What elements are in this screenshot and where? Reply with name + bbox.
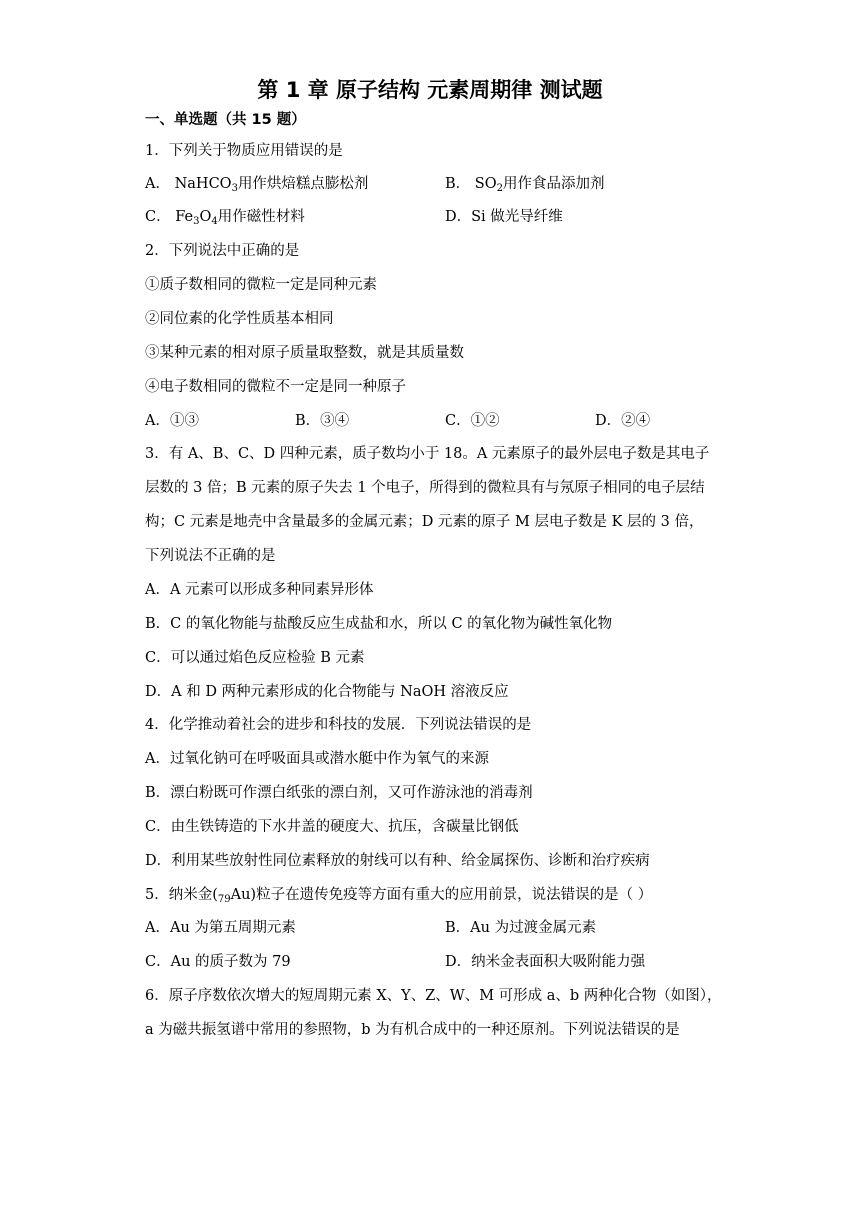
- document-title: 第 1 章 原子结构 元素周期律 测试题: [257, 78, 603, 102]
- section-heading: 一、单选题（共 15 题）: [145, 112, 306, 128]
- q4-option-d: D．利用某些放射性同位素释放的射线可以有种、给金属探伤、诊断和治疗疾病: [145, 853, 650, 869]
- q4-stem: 4．化学推动着社会的进步和科技的发展．下列说法错误的是: [145, 717, 532, 733]
- q4-option-a: A．过氧化钠可在呼吸面具或潜水艇中作为氧气的来源: [145, 751, 489, 767]
- q2-option-c: C．①②: [445, 413, 500, 429]
- q3-option-a: A．A 元素可以形成多种同素异形体: [145, 582, 374, 598]
- q1-option-a: A． NaHCO$_3$用作烘焙糕点膨松剂: [145, 176, 369, 194]
- q3-option-c: C．可以通过焰色反应检验 B 元素: [145, 650, 365, 666]
- q2-statement-1: ①质子数相同的微粒一定是同种元素: [145, 277, 377, 293]
- q3-stem-line-2: 层数的 3 倍；B 元素的原子失去 1 个电子，所得到的微粒具有与氖原子相同的电子层结: [145, 480, 705, 496]
- q4-option-c: C．由生铁铸造的下水井盖的硬度大、抗压，含碳量比钢低: [145, 819, 519, 835]
- q1-option-c: C． $Fe_3O_4$用作磁性材料: [145, 209, 305, 227]
- q3-stem-line-4: 下列说法不正确的是: [145, 548, 276, 564]
- q2-option-b: B．③④: [295, 413, 350, 429]
- q2-stem: 2．下列说法中正确的是: [145, 243, 300, 259]
- q1-stem: 1．下列关于物质应用错误的是: [145, 143, 343, 159]
- q3-option-d: D．A 和 D 两种元素形成的化合物能与 NaOH 溶液反应: [145, 684, 509, 700]
- q5-stem: 5．纳米金$(_{79}Au)$粒子在遗传免疫等方面有重大的应用前景，说法错误的是（ ）: [145, 887, 653, 905]
- q1-option-b: B． $SO_2$用作食品添加剂: [445, 176, 605, 194]
- q4-option-b: B．漂白粉既可作漂白纸张的漂白剂，又可作游泳池的消毒剂: [145, 785, 533, 801]
- q5-option-c: C．Au 的质子数为 79: [145, 954, 291, 970]
- q2-option-d: D．②④: [595, 413, 651, 429]
- q2-statement-4: ④电子数相同的微粒不一定是同一种原子: [145, 379, 406, 395]
- q1-option-d: D．Si 做光导纤维: [445, 209, 563, 225]
- q3-stem-line-1: 3．有 A、B、C、D 四种元素，质子数均小于 18。A 元素原子的最外层电子数是其电子: [145, 446, 710, 462]
- q5-option-a: A．Au 为第五周期元素: [145, 920, 296, 936]
- q5-option-b: B．Au 为过渡金属元素: [445, 920, 597, 936]
- q2-statement-3: ③某种元素的相对原子质量取整数，就是其质量数: [145, 345, 464, 361]
- q5-option-d: D．纳米金表面积大吸附能力强: [445, 954, 646, 970]
- q3-stem-line-3: 构；C 元素是地壳中含量最多的金属元素；D 元素的原子 M 层电子数是 K 层的 3 倍，: [145, 514, 704, 530]
- q2-option-a: A．①③: [145, 413, 199, 429]
- q6-stem-line-2: a 为磁共振氢谱中常用的参照物，b 为有机合成中的一种还原剂。下列说法错误的是: [145, 1022, 680, 1038]
- q6-stem-line-1: 6．原子序数依次增大的短周期元素 X、Y、Z、W、M 可形成 a、b 两种化合物（如图），: [145, 988, 722, 1004]
- q2-statement-2: ②同位素的化学性质基本相同: [145, 311, 334, 327]
- q3-option-b: B．C 的氧化物能与盐酸反应生成盐和水，所以 C 的氧化物为碱性氧化物: [145, 616, 613, 632]
